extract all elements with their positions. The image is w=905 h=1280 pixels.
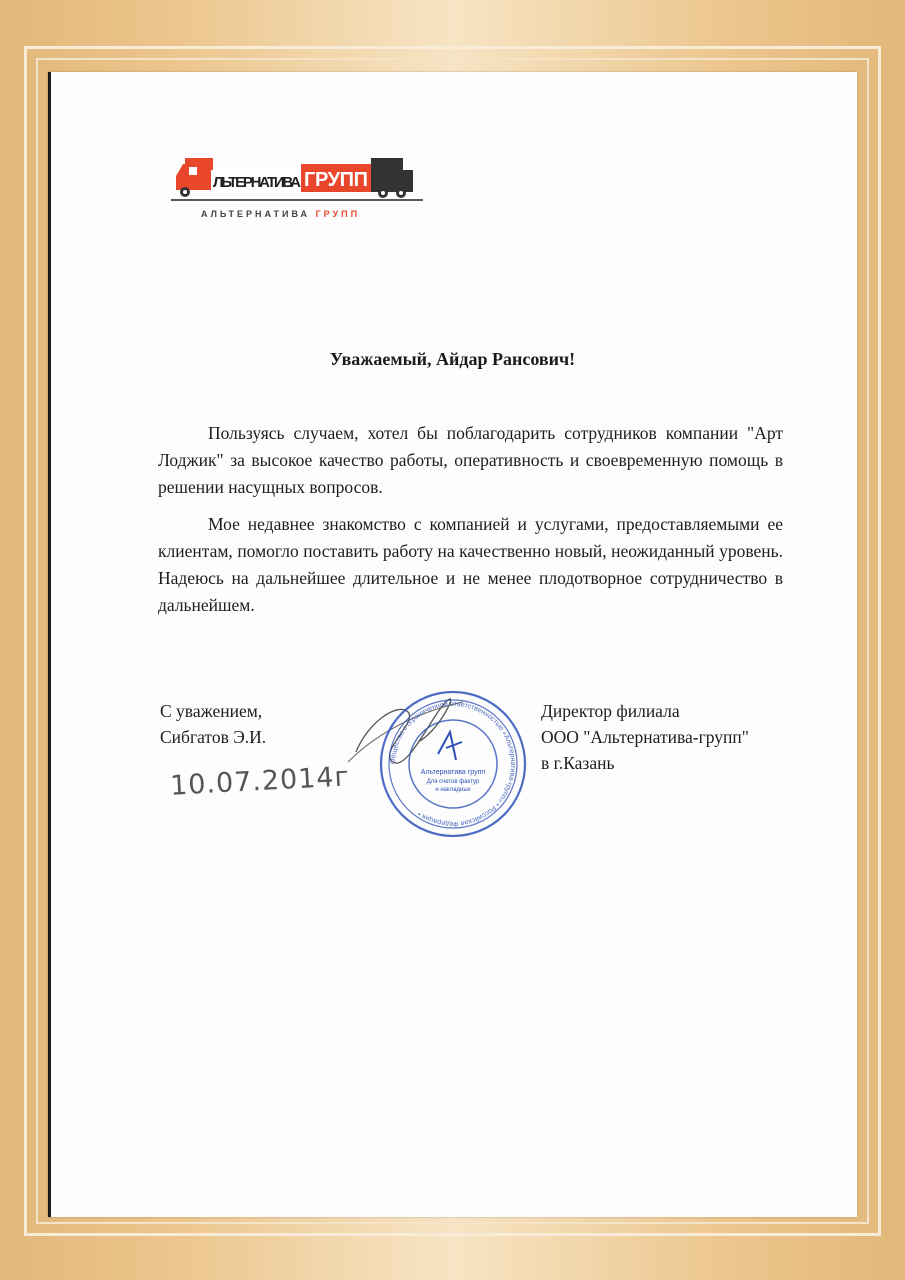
signature-block-left bbox=[160, 698, 266, 750]
signature-block-right bbox=[541, 698, 749, 776]
letter-greeting: Уважаемый, Айдар Рансович! bbox=[329, 349, 576, 369]
stamp-ring-text: Общество с ограниченной ответственностью «Альтернатива-групп» • Российская Федерация • bbox=[389, 700, 517, 828]
signer-name: Сибгатов Э.И. bbox=[160, 727, 267, 747]
company-logo bbox=[171, 150, 423, 230]
handwritten-date: 10.07.2014г bbox=[169, 761, 351, 802]
closing-text: С уважением, bbox=[160, 701, 263, 721]
stamp-center-line1: Альтернатива групп bbox=[420, 769, 486, 776]
position-line-1: Директор филиала bbox=[541, 701, 680, 721]
letter-page bbox=[48, 72, 857, 1217]
company-stamp bbox=[338, 682, 528, 847]
position-line-2: ООО "Альтернатива-групп" bbox=[541, 727, 749, 747]
stamp-center-line2: Для счетов фактур bbox=[426, 779, 480, 785]
letter-paragraph-1: Пользуясь случаем, хотел бы поблагодарить сотрудников компании "Арт Лоджик" за высокое качество работы, оперативность и своевременную помощь в решении насущных вопросов. bbox=[158, 423, 783, 497]
position-line-3: в г.Казань bbox=[541, 753, 615, 773]
letter-paragraph-2: Мое недавнее знакомство с компанией и услугами, предоставляемыми ее клиентам, помогло поставить работу на качественно новый, неожиданный уровень. Надеюсь на дальнейшее длительное и не менее плодотворное сотрудничество в дальнейшем. bbox=[158, 514, 783, 615]
stamp-center-line3: и накладных bbox=[435, 787, 471, 793]
svg-text:ЛЬТЕРНАТИВА: ЛЬТЕРНАТИВА bbox=[213, 174, 301, 191]
letter-body bbox=[158, 420, 783, 629]
svg-text:ГРУПП: ГРУПП bbox=[304, 169, 368, 191]
logo-truck-graphic bbox=[171, 150, 423, 210]
logo-caption bbox=[201, 209, 360, 219]
logo-caption-part1: АЛЬТЕРНАТИВА bbox=[201, 209, 311, 219]
logo-caption-part2: ГРУПП bbox=[315, 209, 361, 219]
